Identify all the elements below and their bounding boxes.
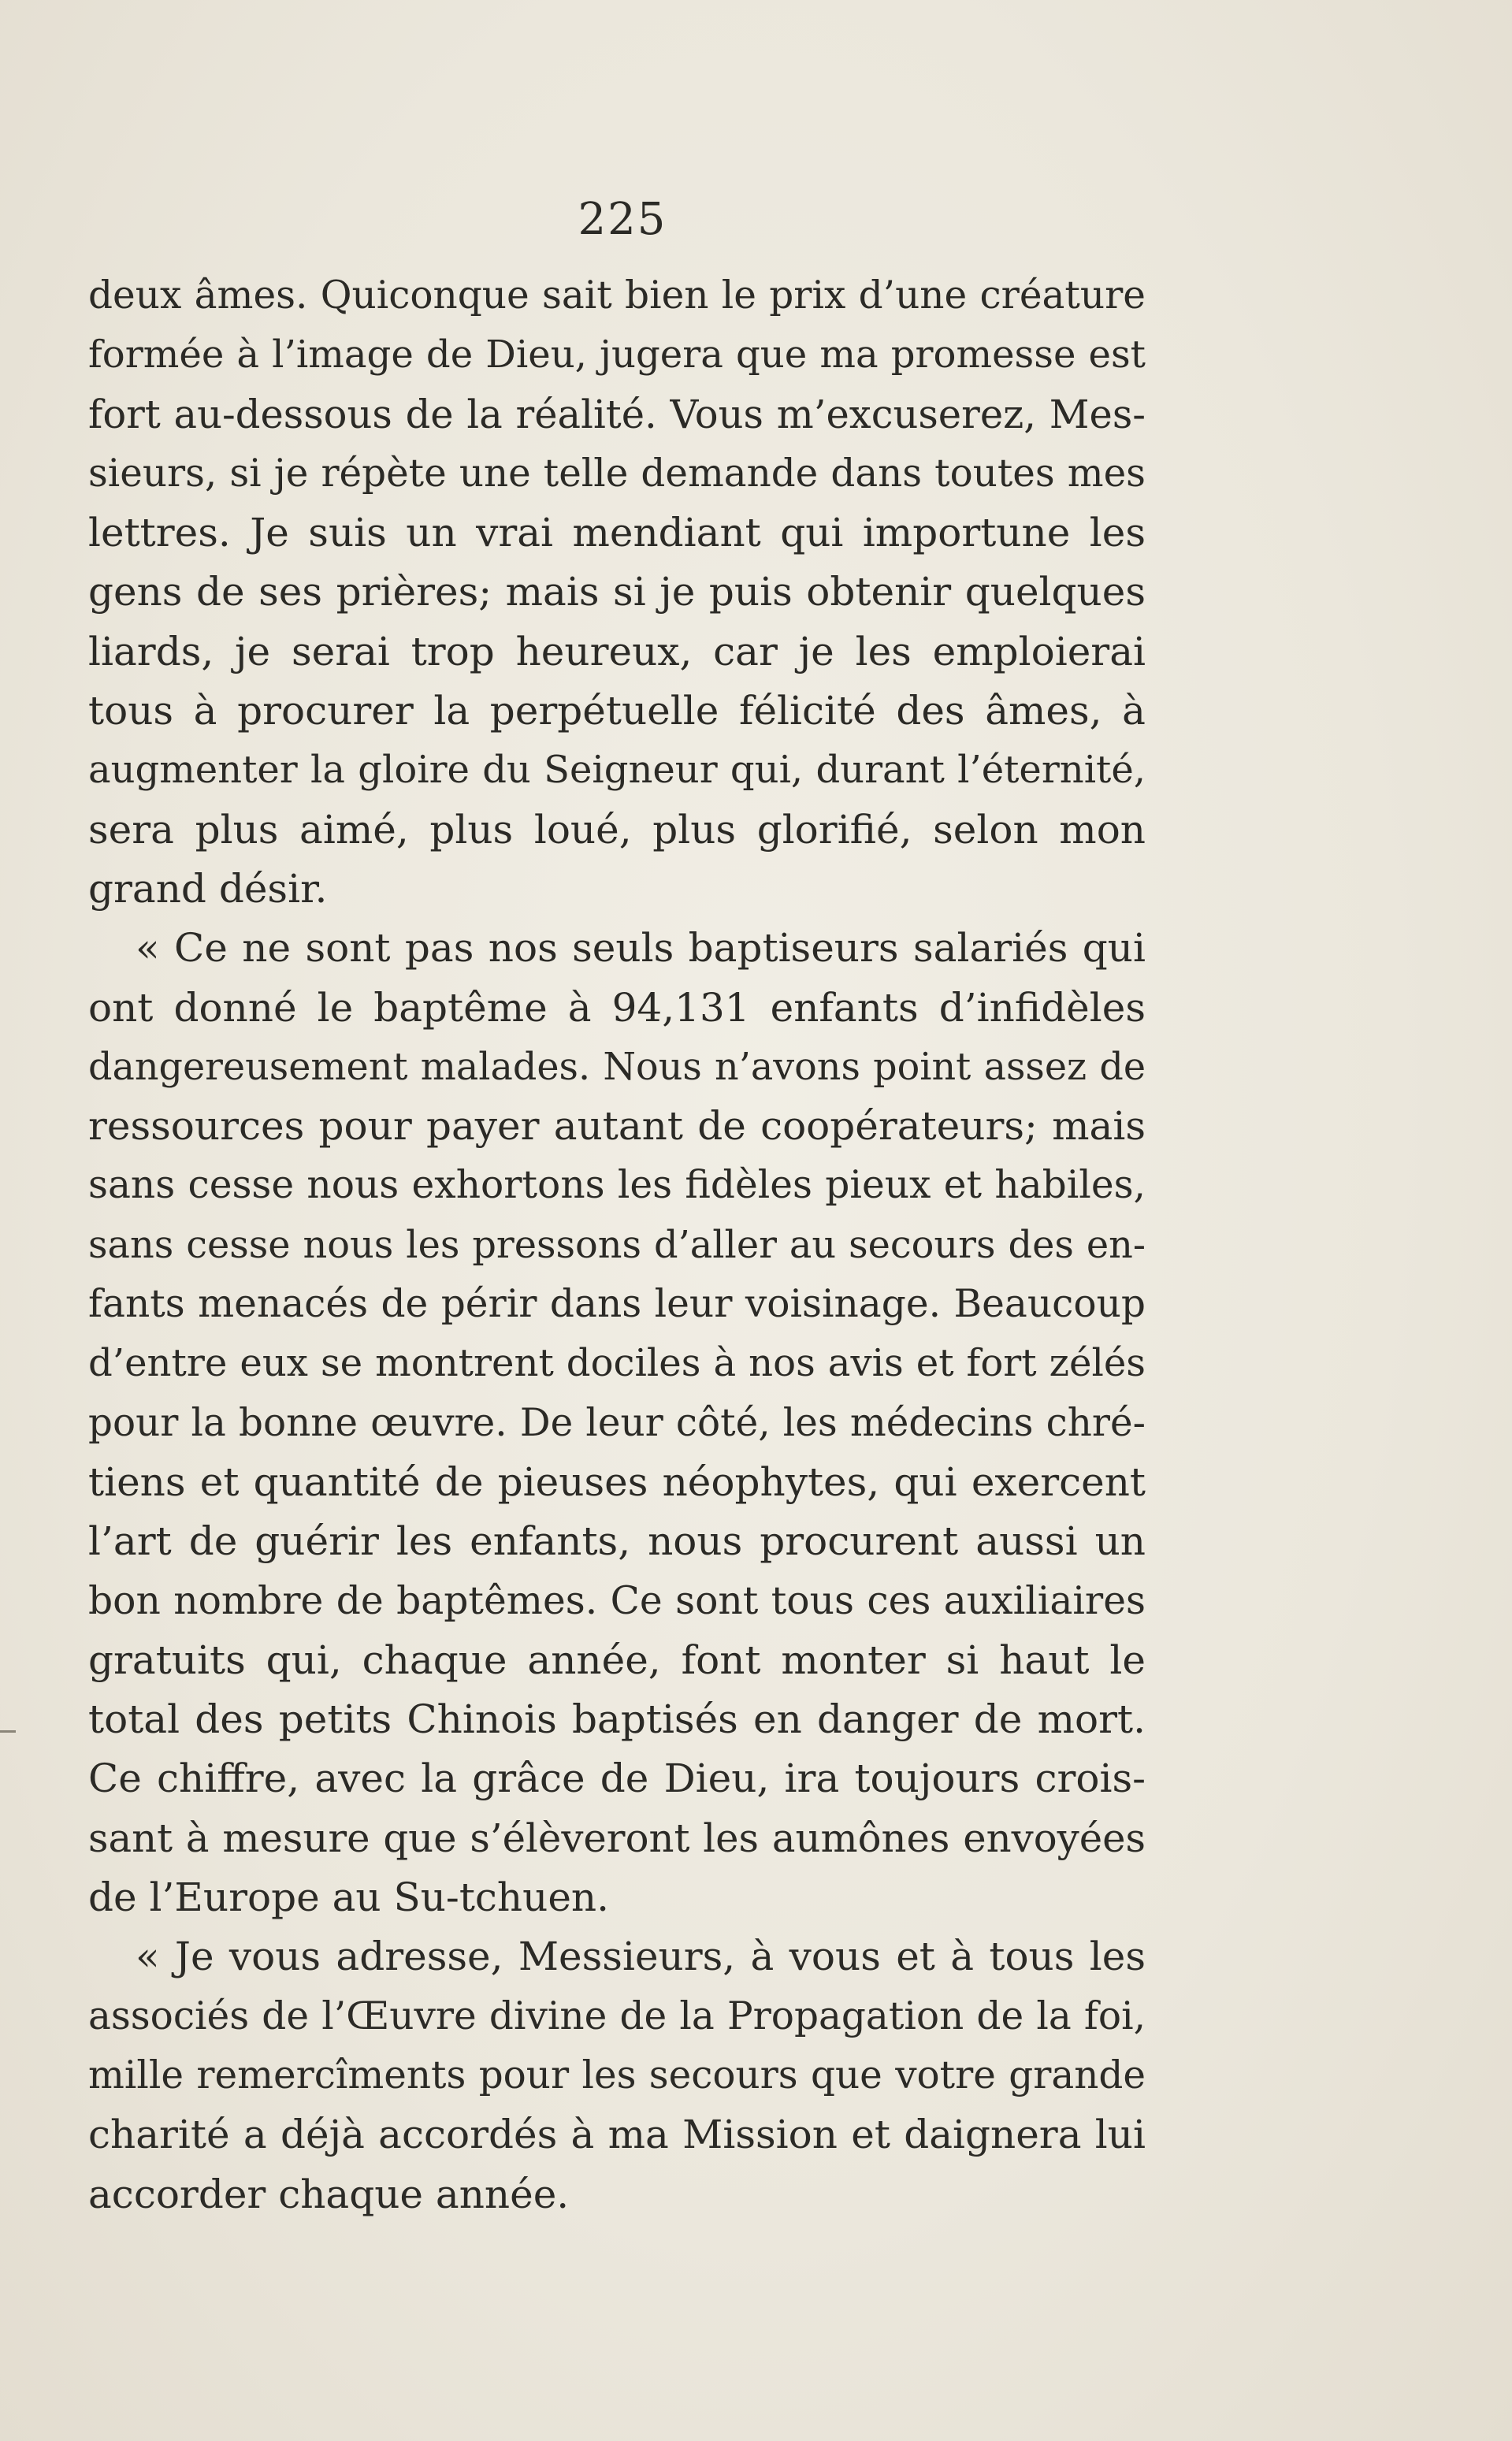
page-number: 225 [578,194,667,245]
text-line: associés de l’Œuvre divine de la Propagation de la foi, [88,1993,1146,2038]
text-line: sieurs, si je répète une telle demande dans toutes mes [88,451,1146,496]
paragraph-end-line: accorder chaque année. [88,2171,570,2217]
body-text [88,266,1146,2224]
text-line: gens de ses prières; mais si je puis obtenir quelques [88,569,1146,615]
text-line: fort au-dessous de la réalité. Vous m’excuserez, Mes- [88,391,1146,437]
text-line: ont donné le baptême à 94,131 enfants d’infidèles [88,984,1146,1031]
text-line: dangereusement malades. Nous n’avons point assez de [88,1045,1146,1089]
text-line: augmenter la gloire du Seigneur qui, durant l’éternité, [88,748,1146,793]
text-line: total des petits Chinois baptisés en danger de mort. [88,1696,1146,1743]
paragraph-end-line: de l’Europe au Su-tchuen. [88,1874,610,1921]
text-line: sera plus aimé, plus loué, plus glorifié, selon mon [88,806,1146,853]
text-line: tous à procurer la perpétuelle félicité des âmes, à [88,688,1146,734]
text-line: ressources pour payer autant de coopérateurs; mais [88,1103,1146,1150]
paragraph-end-line: grand désir. [88,865,328,912]
text-line: formée à l’image de Dieu, jugera que ma promesse est [88,333,1146,377]
text-line: sans cesse nous exhortons les fidèles pieux et habiles, [88,1163,1146,1208]
paragraph-start-line: « Je vous adresse, Messieurs, à vous et à tous les [136,1934,1146,1980]
text-line: l’art de guérir les enfants, nous procurent aussi un [88,1518,1146,1565]
text-line: lettres. Je suis un vrai mendiant qui importune les [88,510,1146,556]
text-line: sant à mesure que s’élèveront les aumônes envoyées [88,1815,1146,1861]
text-line: sans cesse nous les pressons d’aller au secours des en- [88,1223,1146,1267]
margin-mark [0,1730,16,1733]
text-line: pour la bonne œuvre. De leur côté, les médecins chré- [88,1400,1146,1445]
text-line: bon nombre de baptêmes. Ce sont tous ces auxiliaires [88,1578,1146,1623]
text-line: d’entre eux se montrent dociles à nos avis et fort zélés [88,1341,1146,1386]
text-line: deux âmes. Quiconque sait bien le prix d’une créature [88,273,1146,318]
text-line: liards, je serai trop heureux, car je les emploierai [88,628,1146,674]
paragraph-start-line: « Ce ne sont pas nos seuls baptiseurs salariés qui [136,925,1146,972]
text-line: charité a déjà accordés à ma Mission et daignera lui [88,2112,1146,2158]
text-line: mille remercîments pour les secours que votre grande [88,2053,1146,2097]
text-line: tiens et quantité de pieuses néophytes, qui exercent [88,1458,1146,1505]
text-line: gratuits qui, chaque année, font monter si haut le [88,1637,1146,1683]
text-line: Ce chiffre, avec la grâce de Dieu, ira toujours crois- [88,1756,1146,1802]
text-line: fants menacés de périr dans leur voisinage. Beaucoup [88,1282,1146,1327]
